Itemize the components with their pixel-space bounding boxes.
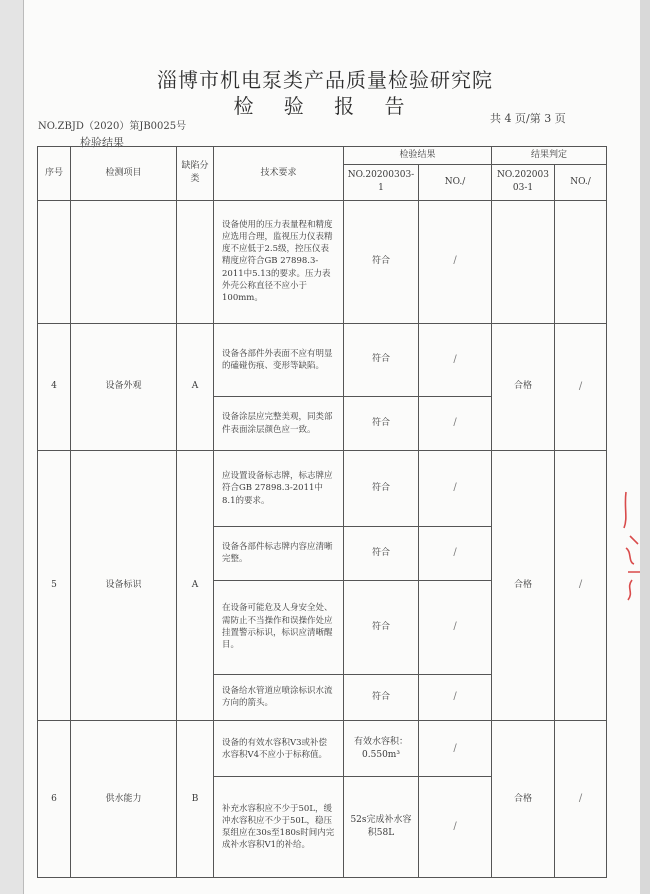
row-defect: B [177, 721, 214, 878]
row-judge-1: 合格 [492, 451, 555, 721]
row-result-2: / [419, 527, 492, 581]
header-judge-1: NO.202003 03-1 [492, 164, 555, 200]
row-item [71, 200, 177, 323]
header-sample-2: NO./ [419, 164, 492, 200]
row-result-2: / [419, 323, 492, 397]
row-result-2: / [419, 200, 492, 323]
section-title: 检验结果 [80, 136, 124, 149]
header-judgement: 结果判定 [492, 147, 607, 165]
row-result-1: 符合 [344, 674, 419, 721]
report-title: 检 验 报 告 [233, 94, 417, 118]
red-seal-stamp [618, 488, 648, 608]
row-requirement: 设备给水管道应喷涂标识水流方向的箭头。 [214, 674, 344, 721]
row-item: 设备标识 [71, 451, 177, 721]
row-judge-2 [555, 200, 607, 323]
table-row [38, 200, 607, 323]
row-requirement: 补充水容积应不少于50L，缓冲水容积应不少于50L，稳压泵组应在30s至180s时间内完成补水容积V1的补给。 [214, 777, 344, 878]
row-seq: 4 [38, 323, 71, 450]
row-result-1: 52s完成补水容积58L [344, 777, 419, 878]
row-result-2: / [419, 451, 492, 527]
row-requirement: 在设备可能危及人身安全处、需防止不当操作和误操作处应挂置警示标识，标识应清晰醒目。 [214, 580, 344, 674]
row-result-1: 符合 [344, 451, 419, 527]
header-defect: 缺陷分类 [177, 147, 214, 201]
row-requirement: 设备使用的压力表量程和精度应选用合理，监视压力仪表精度不应低于2.5级，控压仪表精度应符合GB 27898.3-2011中5.13的要求。压力表外壳公称直径不应小于100mm。 [214, 200, 344, 323]
header-requirement: 技术要求 [214, 147, 344, 201]
header-results: 检验结果 [344, 147, 492, 165]
table-row [38, 323, 607, 397]
row-requirement: 设备各部件外表面不应有明显的磕碰伤痕、变形等缺陷。 [214, 323, 344, 397]
row-requirement: 应设置设备标志牌，标志牌应符合GB 27898.3-2011中8.1的要求。 [214, 451, 344, 527]
row-result-1: 符合 [344, 397, 419, 451]
header-seq: 序号 [38, 147, 71, 201]
header-sample-1: NO.20200303-1 [344, 164, 419, 200]
row-seq: 5 [38, 451, 71, 721]
scan-edge [0, 0, 24, 894]
row-requirement: 设备的有效水容积V3或补偿水容积V4不应小于标称值。 [214, 721, 344, 777]
row-defect: A [177, 323, 214, 450]
row-judge-2: / [555, 721, 607, 878]
row-result-2: / [419, 721, 492, 777]
row-item: 供水能力 [71, 721, 177, 878]
row-judge-1: 合格 [492, 721, 555, 878]
row-defect: A [177, 451, 214, 721]
row-seq: 6 [38, 721, 71, 878]
row-result-1: 符合 [344, 323, 419, 397]
institute-title: 淄博市机电泵类产品质量检验研究院 [157, 68, 493, 92]
header-item: 检测项目 [71, 147, 177, 201]
row-item: 设备外观 [71, 323, 177, 450]
row-result-1: 有效水容积：0.550m³ [344, 721, 419, 777]
row-judge-2: / [555, 323, 607, 450]
row-result-2: / [419, 397, 492, 451]
row-requirement: 设备各部件标志牌内容应清晰完整。 [214, 527, 344, 581]
row-judge-1 [492, 200, 555, 323]
results-table [37, 146, 607, 878]
row-judge-1: 合格 [492, 323, 555, 450]
row-result-2: / [419, 777, 492, 878]
row-result-2: / [419, 674, 492, 721]
row-result-2: / [419, 580, 492, 674]
row-result-1: 符合 [344, 527, 419, 581]
row-judge-2: / [555, 451, 607, 721]
page-number: 共 4 页/第 3 页 [490, 112, 566, 125]
row-defect [177, 200, 214, 323]
header-judge-2: NO./ [555, 164, 607, 200]
document-number: NO.ZBJD（2020）第JB0025号 [38, 121, 187, 132]
table-row [38, 721, 607, 777]
row-result-1: 符合 [344, 580, 419, 674]
table-row [38, 451, 607, 527]
row-seq [38, 200, 71, 323]
row-requirement: 设备涂层应完整美观，同类部件表面涂层颜色应一致。 [214, 397, 344, 451]
row-result-1: 符合 [344, 200, 419, 323]
